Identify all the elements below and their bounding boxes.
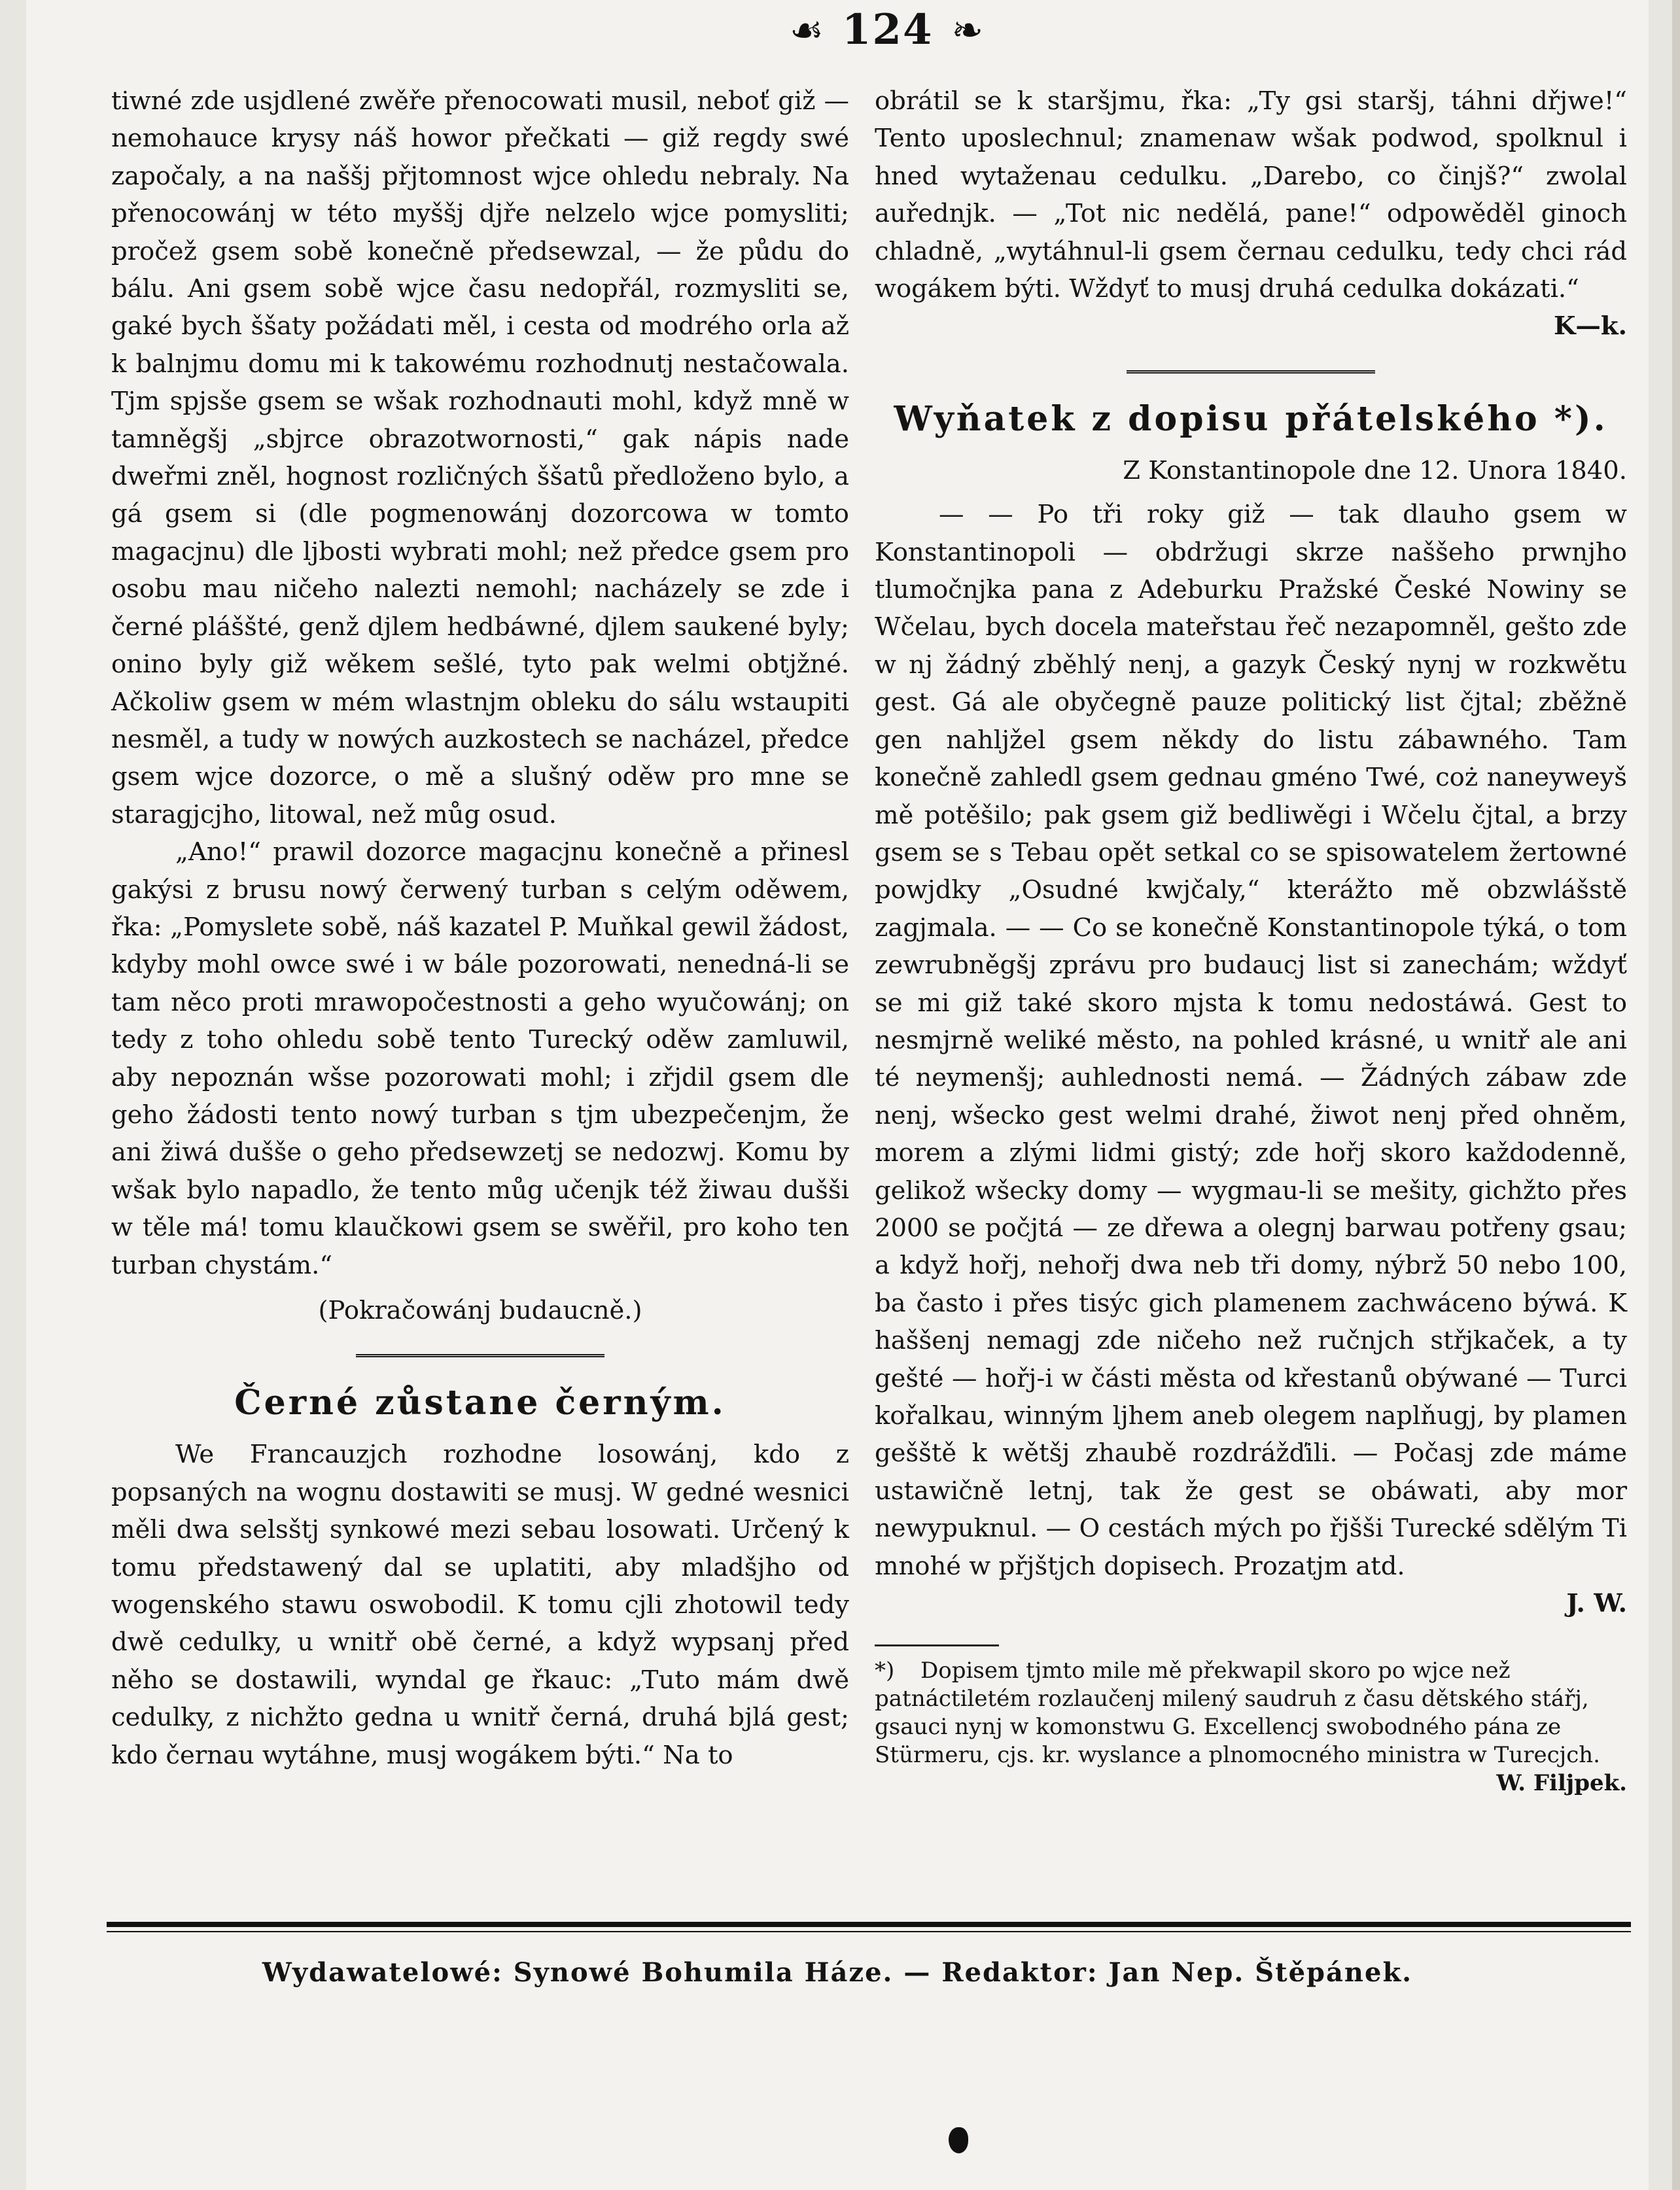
continued-note: (Pokračowánj budaucně.) <box>318 1296 642 1325</box>
footnote <box>875 1657 1627 1769</box>
left-paragraph-3: We Francauzjch rozhodne losowánj, kdo z popsaných na wognu dostawiti se musj. W gedné wesnici měli dwa selsštj synkowé mezi sebau losowati. Určený k tomu předstawený dal se uplatiti, aby mladšjho od wogenského stawu oswobodil. K tomu cjli zhotowil tedy dwě cedulky, u wnitř obě černé, a když wypsanj před něho se dostawili, wyndal ge řkauc: „Tuto mám dwě cedulky, z nichžto gedna u wnitř černá, druhá bjlá gest; kdo černau wytáhne, musj wogákem býti.“ Na to <box>111 1440 849 1770</box>
left-paragraph-2: „Ano!“ prawil dozorce magacjnu konečně a přinesl gakýsi z brusu nowý čerwený turban s celým oděwem, řka: „Pomyslete sobě, náš kazatel P. Muňkal gewil žádost, kdyby mohl owce swé i w bále pozorowati, nenedná-li se tam něco proti mrawopočestnosti a geho wyučowánj; on tedy z toho ohledu sobě tento Turecký oděw zamluwil, aby nepoznán wšse pozorowati mohl; i zřjdil gsem dle geho žádosti tento nowý turban s tjm ubezpečenjm, že ani žiwá dušše o geho předsewzetj se nedozwj. Komu by wšak bylo napadlo, že tento můg učenjk též žiwau dušši w těle má! tomu klaučkowi gsem se swěřil, pro koho ten turban chystám.“ <box>111 837 849 1280</box>
page-header <box>769 4 1004 56</box>
footnote-mark: *) <box>875 1658 895 1684</box>
page-edge <box>1672 0 1680 2190</box>
ink-blot <box>949 2127 968 2153</box>
left-column <box>111 82 849 1774</box>
bottom-rule <box>107 1922 1631 1932</box>
right-paragraph-2: — — Po tři roky giž — tak dlauho gsem w Konstantinopoli — obdržugi skrze naššeho prwnjho tlumočnjka pana z Adeburku Pražské České Nowiny se Wčelau, bych docela mateřstau řeč nezapomněl, gešto zde w nj žádný zběhlý nenj, a gazyk Český nynj w rozkwětu gest. Gá ale obyčegně pauze politický list čjtal; zběžně gen nahljžel gsem někdy do listu zábawného. Tam konečně zahledl gsem gednau gméno Twé, coż naneyweyš mě potěšilo; pak gsem giž bedliwěgi i Wčelu čjtal, a brzy gsem se s Tebau opět setkal co se spisowatelem žertowné powjdky „Osudné kwjčaly,“ kterážto mě obzwlášstě zagjmala. — — Co se konečně Konstantinopole týká, o tom zewrubněgšj zprávu pro budaucj list si zanechám; wždyť se mi giž také skoro mjsta k tomu nedostáwá. Gest to nesmjrně weliké město, na pohled krásné, u wnitř ale ani té neymenšj; auhlednosti nemá. — Žádných zábaw zde nenj, wšecko gest welmi drahé, žiwot nenj před ohněm, morem a zlými lidmi gistý; zde hořj skoro každodenně, gelikož wšecky domy — wygmau-li se mešity, gichžto přes 2000 se počjtá — ze dřewa a olegnj barwau potřeny gsau; a když hořj, nehořj dwa neb tři domy, nýbrž 50 nebo 100, ba často i přes tisýc gich plamenem zachwáceno býwá. K haššenj nemagj zde ničeho než ručnjch střjkaček, a ty gešté — hořj-i w části města od křestanů obýwané — Turci kořalkau, winným ljhem aneb olegem naplňugj, by plamen gešště k wětšj zhaubě rozdrážďili. — Počasj zde máme ustawičně letnj, tak že gest se obáwati, aby mor newypuknul. — O cestách mých po řjšši Turecké sdělým Ti mnohé w přjštjch dopisech. Prozatjm atd. <box>875 500 1627 1581</box>
dateline: Z Konstantinopole dne 12. Unora 1840. <box>1123 455 1627 485</box>
signature-kk: K—k. <box>1553 311 1627 341</box>
right-paragraph-1: obrátil se k staršjmu, řka: „Ty gsi staršj, táhni dřjwe!“ Tento uposlechnul; znamenaw wšak podwod, spolknul i hned wytaženau cedulku. „Darebo, co činjš?“ zwolal auřednjk. — „Tot nic nedělá, pane!“ odpowěděl ginoch chladně, „wytáhnul-li gsem černau cedulku, tedy chci rád wogákem býti. Wždyť to musj druhá cedulka dokázati.“ <box>875 86 1627 304</box>
letter-title: Wyňatek z dopisu přátelského *). <box>894 398 1608 439</box>
newspaper-page <box>26 0 1649 2190</box>
imprint: Wydawatelowé: Synowé Bohumila Háze. — Redaktor: Jan Nep. Štěpánek. <box>262 1957 1413 1988</box>
footnote-text: Dopisem tjmto mile mě překwapil skoro po wjce než patnáctiletém rozlaučenj milený saudruh z času dětského stářj, gsauci nynj w komonstwu G. Excellencj swobodného pána ze Stürmeru, cjs. kr. wyslance a plnomocného ministra w Turecjch. <box>875 1658 1600 1769</box>
right-column <box>875 82 1627 1798</box>
story-title: Černé zůstane černým. <box>234 1383 726 1423</box>
section-divider <box>356 1354 604 1357</box>
left-paragraph-1: tiwné zde usjdlené zwěře přenocowati musil, neboť giž — nemohauce krysy náš howor přečkati — giž regdy swé započaly, a na naššj přjtomnost wjce ohledu nebraly. Na přenocowánj w této myššj djře nelzelo wjce pomysliti; pročež gsem sobě konečně předsewzal, — že půdu do bálu. Ani gsem sobě wjce času nedopřál, rozmysliti se, gaké bych ššaty požádati měl, i cesta od modrého orla až k balnjmu domu mi k takowému rozhodnutj nestačowala. Tjm spjsše gsem se wšak rozhodnauti mohl, když mně w tamněgšj „sbjrce obrazotwornosti,“ gak nápis nade dweřmi zněl, hognost rozličných ššatů předloženo bylo, a gá gsem si (dle pogmenowánj dozorcowa w tomto magacjnu) dle ljbosti wybrati mohl; než předce gsem pro osobu mau ničeho nalezti nemohl; nacházely se zde i černé pláššté, genž djlem hedbáwné, djlem saukené byly; onino byly giž wěkem sešlé, tyto pak welmi obtjžné. Ačkoliw gsem w mém wlastnjm obleku do sálu wstaupiti nesměl, a tudy w nowých auzkostech se nacházel, předce gsem wjce dozorce, o mě a slušný oděw pro mne se staragjcjho, litowal, než můg osud. <box>111 86 849 829</box>
signature-jw: J. W. <box>1566 1589 1627 1619</box>
ornament-left-icon: ☙ <box>789 8 824 52</box>
section-divider <box>1127 370 1375 374</box>
ornament-right-icon: ❧ <box>951 8 984 52</box>
footnote-signature: W. Filjpek. <box>1496 1770 1627 1797</box>
page-number: 124 <box>841 5 934 54</box>
footnote-divider <box>875 1644 999 1646</box>
